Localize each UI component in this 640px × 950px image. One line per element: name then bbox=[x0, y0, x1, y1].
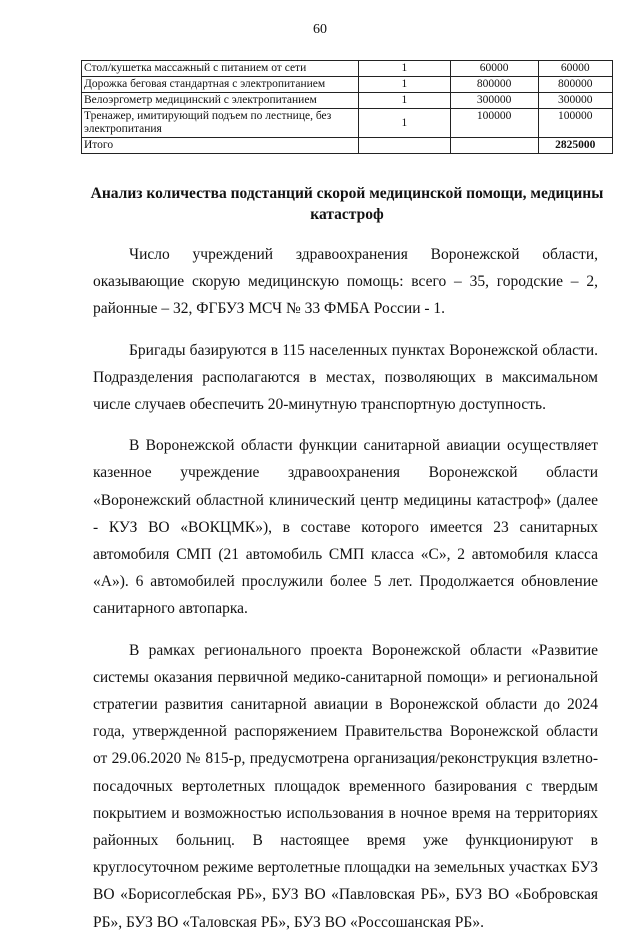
sum-cell: 300000 bbox=[538, 93, 612, 109]
paragraph: В Воронежской области функции санитарной авиации осуществляет казенное учреждение здравоохранения Воронежской области «Воронежский областной клинический центр медицины катастроф» (далее - КУЗ ВО «ВОКЦМК»), в составе которого имеется 23 санитарных автомобиля СМП (21 автомобиль СМП класса «С», 2 автомобиля класса «А»). 6 автомобилей прослужили более 5 лет. Продолжается обновление санитарного автопарка. bbox=[93, 437, 598, 618]
price-cell: 100000 bbox=[450, 109, 538, 138]
price-cell: 800000 bbox=[450, 77, 538, 93]
table-row bbox=[82, 93, 613, 109]
table-row bbox=[82, 61, 613, 77]
total-price-cell bbox=[450, 138, 538, 154]
quantity-cell: 1 bbox=[359, 93, 450, 109]
sum-cell: 60000 bbox=[538, 61, 612, 77]
paragraph: Число учреждений здравоохранения Воронежской области, оказывающие скорую медицинскую помощь: всего – 35, городские – 2, районные – 32, ФГБУЗ МСЧ № 33 ФМБА России - 1. bbox=[93, 246, 598, 318]
quantity-cell: 1 bbox=[359, 109, 450, 138]
sum-cell: 100000 bbox=[538, 109, 612, 138]
total-label-cell: Итого bbox=[82, 138, 359, 154]
equipment-name-cell: Стол/кушетка массажный с питанием от сети bbox=[82, 61, 359, 77]
equipment-name-cell: Велоэргометр медицинский с электропитанием bbox=[82, 93, 359, 109]
table-row bbox=[82, 109, 613, 138]
equipment-name-cell: Дорожка беговая стандартная с электропитанием bbox=[82, 77, 359, 93]
equipment-table bbox=[81, 60, 613, 154]
quantity-cell: 1 bbox=[359, 77, 450, 93]
total-sum-cell: 2825000 bbox=[538, 138, 612, 154]
total-quantity-cell bbox=[359, 138, 450, 154]
sum-cell: 800000 bbox=[538, 77, 612, 93]
equipment-name-cell: Тренажер, имитирующий подъем по лестнице, без электропитания bbox=[82, 109, 359, 138]
page-number: 60 bbox=[313, 22, 327, 37]
table-row bbox=[82, 77, 613, 93]
paragraph: Бригады базируются в 115 населенных пунктах Воронежской области. Подразделения располагаются в местах, позволяющих в максимальном числе случаев обеспечить 20-минутную транспортную доступность. bbox=[93, 341, 598, 414]
price-cell: 300000 bbox=[450, 93, 538, 109]
section-heading: Анализ количества подстанций скорой медицинской помощи, медицины катастроф bbox=[90, 185, 604, 223]
quantity-cell: 1 bbox=[359, 61, 450, 77]
table-total-row bbox=[82, 138, 613, 154]
price-cell: 60000 bbox=[450, 61, 538, 77]
body-text bbox=[93, 241, 598, 950]
paragraph: В рамках регионального проекта Воронежской области «Развитие системы оказания первичной медико-санитарной помощи» и региональной стратегии развития санитарной авиации в Воронежской области до 2024 года, утвержденной распоряжением Правительства Воронежской области от 29.06.2020 № 815-р, предусмотрена организация/реконструкция взлетно-посадочных вертолетных площадок временного базирования с твердым покрытием и возможностью использования в ночное время на территориях районных больниц. В настоящее время уже функционируют в круглосуточном режиме вертолетные площадки на земельных участках БУЗ ВО «Борисоглебская РБ», БУЗ ВО «Павловская РБ», БУЗ ВО «Бобровская РБ», БУЗ ВО «Таловская РБ», БУЗ ВО «Россошанская РБ». bbox=[93, 641, 598, 931]
